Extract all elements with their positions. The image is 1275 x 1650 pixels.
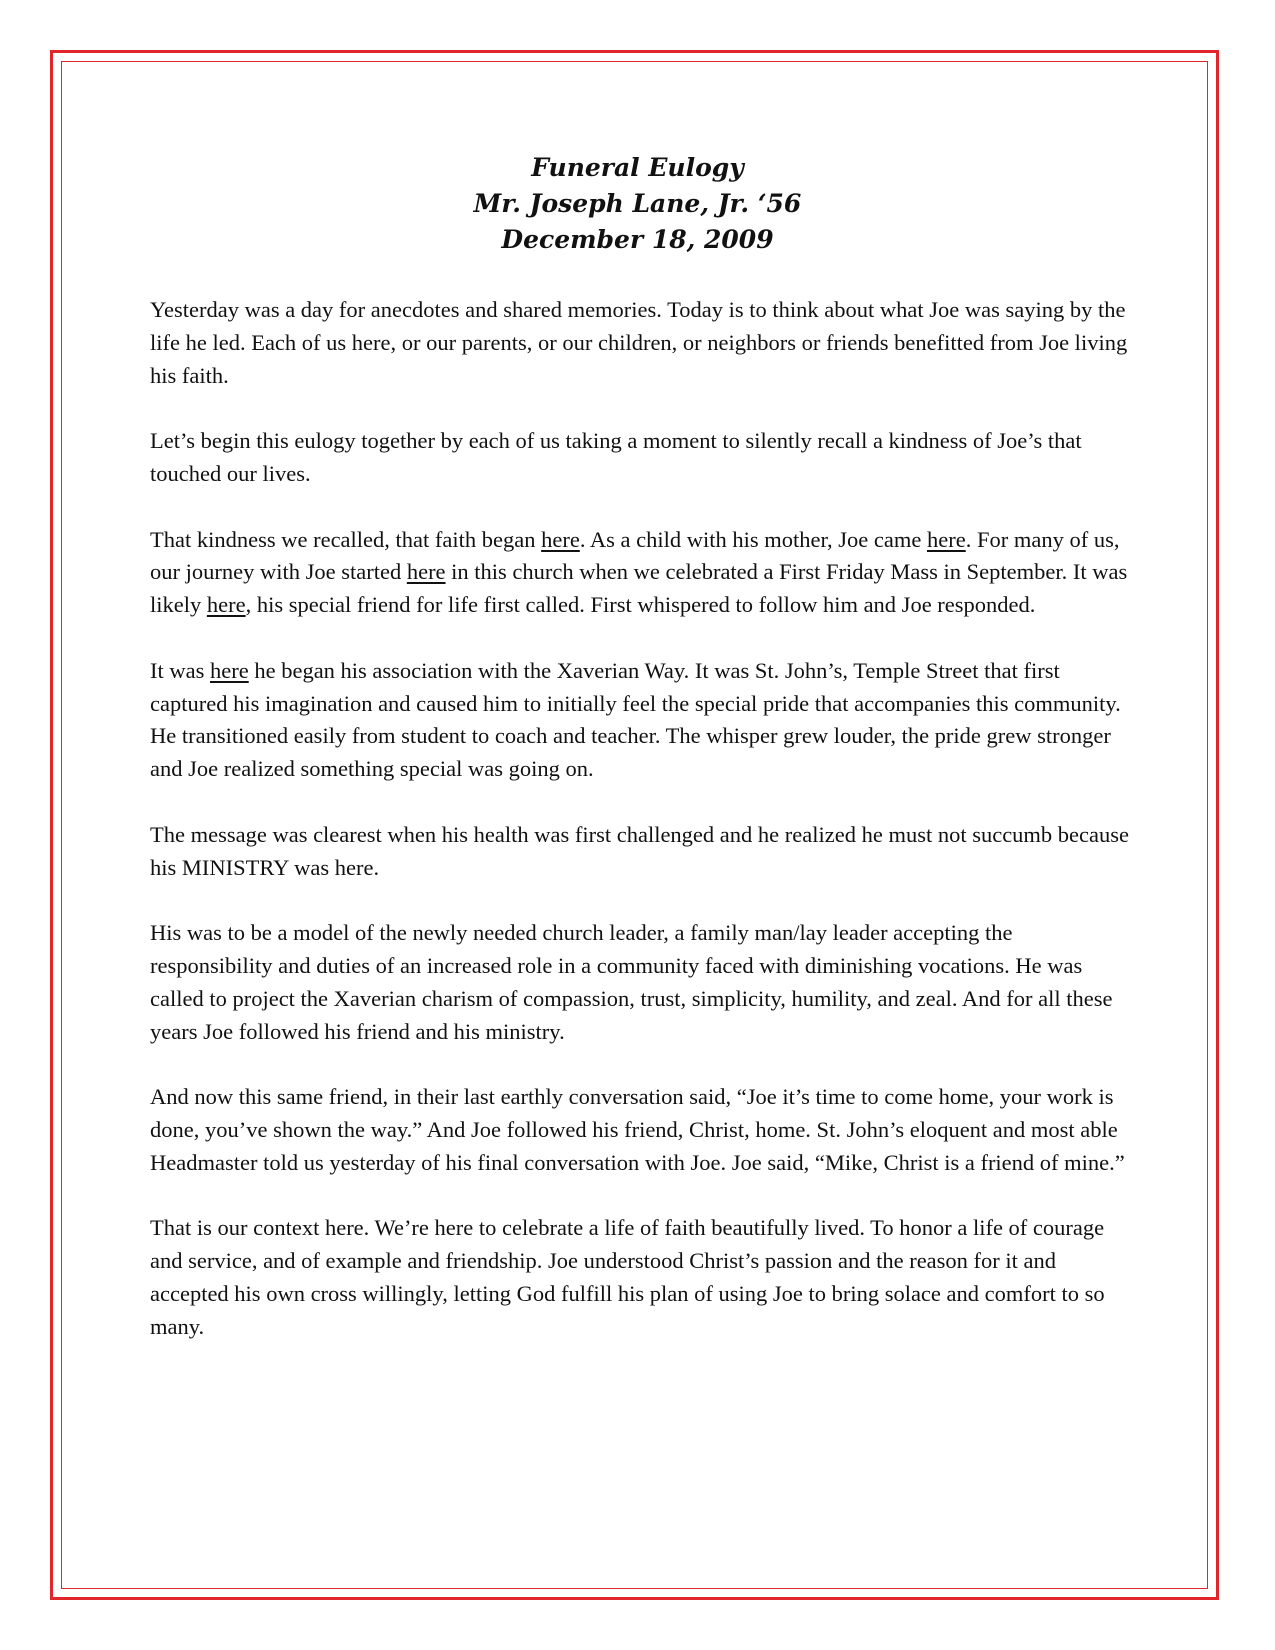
paragraph: [150, 524, 1135, 622]
underlined-word: here: [406, 559, 446, 585]
text-run: That is our context here. We’re here to celebrate a life of faith beautifully lived. To honor a life of courage and service, and of example and friendship. Joe understood Christ’s passion and the reason for it and accepted his own cross willingly, letting God fulfill his plan of using Joe to bring solace and comfort to so many.: [150, 1215, 1105, 1339]
text-run: he began his association with the Xaverian Way. It was St. John’s, Temple Street that first captured his imagination and caused him to initially feel the special pride that accompanies this community. He transitioned easily from student to coach and teacher. The whisper grew louder, the pride grew stronger and Joe realized something special was going on.: [150, 657, 1121, 782]
paragraph: [150, 819, 1135, 885]
subject-name: Mr. Joseph Lane, Jr. ‘56: [473, 189, 802, 218]
text-run: . For many of us, our journey with Joe started: [150, 526, 1120, 585]
paragraph: [150, 1212, 1135, 1343]
paragraph: [150, 655, 1135, 786]
underlined-word: here: [206, 592, 246, 618]
underlined-word: here: [541, 526, 580, 552]
text-run: It was: [150, 657, 210, 683]
paragraph: [150, 425, 1135, 491]
text-run: That kindness we recalled, that faith began: [150, 526, 542, 552]
document-date: December 18, 2009: [501, 225, 774, 254]
underlined-word: here: [927, 526, 966, 552]
text-run: And now this same friend, in their last earthly conversation said, “Joe it’s time to come home, your work is done, you’ve shown the way.” And Joe followed his friend, Christ, home. St. John’s eloquent and most able Headmaster told us yesterday of his final conversation with Joe. Joe said, “Mike, Christ is a friend of mine.”: [150, 1084, 1125, 1175]
text-run: Yesterday was a day for anecdotes and shared memories. Today is to think about what Joe was saying by the life he led. Each of us here, or our parents, or our children, or neighbors or friends benefitted from Joe living his faith.: [150, 297, 1128, 388]
eulogy-header: [0, 150, 1275, 258]
text-run: The message was clearest when his health was first challenged and he realized he must not succumb because his MINISTRY was here.: [150, 821, 1130, 880]
text-run: in this church when we celebrated a First Friday Mass in September. It was likely: [150, 559, 1128, 618]
eulogy-body: [150, 294, 1135, 1376]
paragraph: [150, 294, 1135, 392]
document-title: Funeral Eulogy: [531, 153, 744, 182]
paragraph: [150, 1081, 1135, 1179]
text-run: His was to be a model of the newly needed church leader, a family man/lay leader accepting the responsibility and duties of an increased role in a community faced with diminishing vocations. He was called to project the Xaverian charism of compassion, trust, simplicity, humility, and zeal. And for all these years Joe followed his friend and his ministry.: [150, 920, 1113, 1044]
paragraph: [150, 917, 1135, 1048]
underlined-word: here: [210, 657, 249, 683]
text-run: . As a child with his mother, Joe came: [579, 526, 927, 552]
text-run: Let’s begin this eulogy together by each of us taking a moment to silently recall a kindness of Joe’s that touched our lives.: [150, 428, 1082, 486]
text-run: , his special friend for life first called. First whispered to follow him and Joe responded.: [245, 592, 1036, 618]
